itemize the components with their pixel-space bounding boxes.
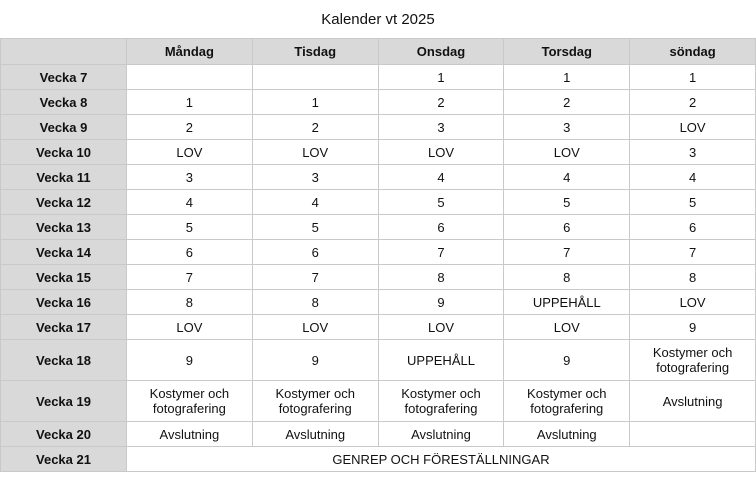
table-cell: Kostymer och fotografering [127, 381, 253, 422]
table-cell: LOV [504, 140, 630, 165]
table-cell: 1 [252, 90, 378, 115]
table-cell: 4 [630, 165, 756, 190]
header-thursday: Torsdag [504, 39, 630, 65]
table-cell: Avslutning [630, 381, 756, 422]
week-label: Vecka 10 [1, 140, 127, 165]
table-cell: Kostymer och fotografering [378, 381, 504, 422]
table-cell: Avslutning [127, 422, 253, 447]
table-cell: 5 [127, 215, 253, 240]
table-cell [252, 65, 378, 90]
table-cell: 7 [252, 265, 378, 290]
table-cell: Avslutning [378, 422, 504, 447]
week-label: Vecka 11 [1, 165, 127, 190]
table-row [1, 422, 756, 447]
table-cell: 6 [378, 215, 504, 240]
table-cell: 3 [127, 165, 253, 190]
table-cell: LOV [378, 315, 504, 340]
table-cell: LOV [127, 315, 253, 340]
table-cell: 5 [378, 190, 504, 215]
table-cell: 1 [378, 65, 504, 90]
table-cell: LOV [127, 140, 253, 165]
table-cell [127, 65, 253, 90]
table-cell: LOV [252, 315, 378, 340]
table-cell: Avslutning [252, 422, 378, 447]
table-cell: 8 [504, 265, 630, 290]
table-row [1, 165, 756, 190]
table-cell: 2 [127, 115, 253, 140]
week-label: Vecka 9 [1, 115, 127, 140]
table-cell: UPPEHÅLL [378, 340, 504, 381]
table-cell: 9 [127, 340, 253, 381]
table-cell: 7 [504, 240, 630, 265]
table-cell: 3 [504, 115, 630, 140]
header-corner [1, 39, 127, 65]
table-cell: 2 [378, 90, 504, 115]
table-cell: 3 [630, 140, 756, 165]
table-cell: 4 [378, 165, 504, 190]
table-row [1, 340, 756, 381]
week-label: Vecka 17 [1, 315, 127, 340]
table-cell: 9 [630, 315, 756, 340]
table-cell: 4 [252, 190, 378, 215]
table-row [1, 290, 756, 315]
table-cell: 5 [252, 215, 378, 240]
week-label: Vecka 12 [1, 190, 127, 215]
table-cell: 5 [630, 190, 756, 215]
table-cell: UPPEHÅLL [504, 290, 630, 315]
table-row [1, 381, 756, 422]
table-cell: Kostymer och fotografering [252, 381, 378, 422]
header-monday: Måndag [127, 39, 253, 65]
table-cell: 2 [504, 90, 630, 115]
table-cell: Kostymer och fotografering [504, 381, 630, 422]
merged-cell: GENREP OCH FÖRESTÄLLNINGAR [127, 447, 756, 472]
table-row [1, 215, 756, 240]
table-cell: 9 [378, 290, 504, 315]
table-cell: 4 [127, 190, 253, 215]
header-wednesday: Onsdag [378, 39, 504, 65]
table-cell: LOV [630, 115, 756, 140]
table-cell: 6 [252, 240, 378, 265]
table-cell: Avslutning [504, 422, 630, 447]
header-row [1, 39, 756, 65]
week-label: Vecka 13 [1, 215, 127, 240]
table-cell: 7 [630, 240, 756, 265]
table-cell: Kostymer och fotografering [630, 340, 756, 381]
table-cell: 3 [378, 115, 504, 140]
table-row [1, 240, 756, 265]
table-cell: 2 [252, 115, 378, 140]
week-label: Vecka 15 [1, 265, 127, 290]
table-row [1, 65, 756, 90]
table-cell: 9 [504, 340, 630, 381]
table-cell: LOV [504, 315, 630, 340]
table-cell: 8 [378, 265, 504, 290]
table-cell: 8 [630, 265, 756, 290]
table-cell: 1 [504, 65, 630, 90]
week-label: Vecka 21 [1, 447, 127, 472]
table-row [1, 140, 756, 165]
table-cell: 6 [630, 215, 756, 240]
calendar-table [0, 38, 756, 472]
table-cell: 6 [127, 240, 253, 265]
week-label: Vecka 8 [1, 90, 127, 115]
table-cell: 7 [127, 265, 253, 290]
table-row [1, 447, 756, 472]
table-cell: 1 [630, 65, 756, 90]
table-cell: 7 [378, 240, 504, 265]
table-cell: 5 [504, 190, 630, 215]
table-cell: 4 [504, 165, 630, 190]
table-cell [630, 422, 756, 447]
table-row [1, 190, 756, 215]
week-label: Vecka 7 [1, 65, 127, 90]
table-cell: 8 [127, 290, 253, 315]
week-label: Vecka 16 [1, 290, 127, 315]
week-label: Vecka 20 [1, 422, 127, 447]
page-title: Kalender vt 2025 [321, 11, 435, 28]
table-row [1, 315, 756, 340]
header-tuesday: Tisdag [252, 39, 378, 65]
table-cell: 1 [127, 90, 253, 115]
table-cell: 3 [252, 165, 378, 190]
week-label: Vecka 19 [1, 381, 127, 422]
header-sunday: söndag [630, 39, 756, 65]
table-row [1, 265, 756, 290]
table-cell: 8 [252, 290, 378, 315]
table-cell: 9 [252, 340, 378, 381]
table-row [1, 115, 756, 140]
table-row [1, 90, 756, 115]
table-cell: 2 [630, 90, 756, 115]
table-cell: 6 [504, 215, 630, 240]
table-cell: LOV [252, 140, 378, 165]
table-cell: LOV [630, 290, 756, 315]
week-label: Vecka 18 [1, 340, 127, 381]
week-label: Vecka 14 [1, 240, 127, 265]
table-cell: LOV [378, 140, 504, 165]
